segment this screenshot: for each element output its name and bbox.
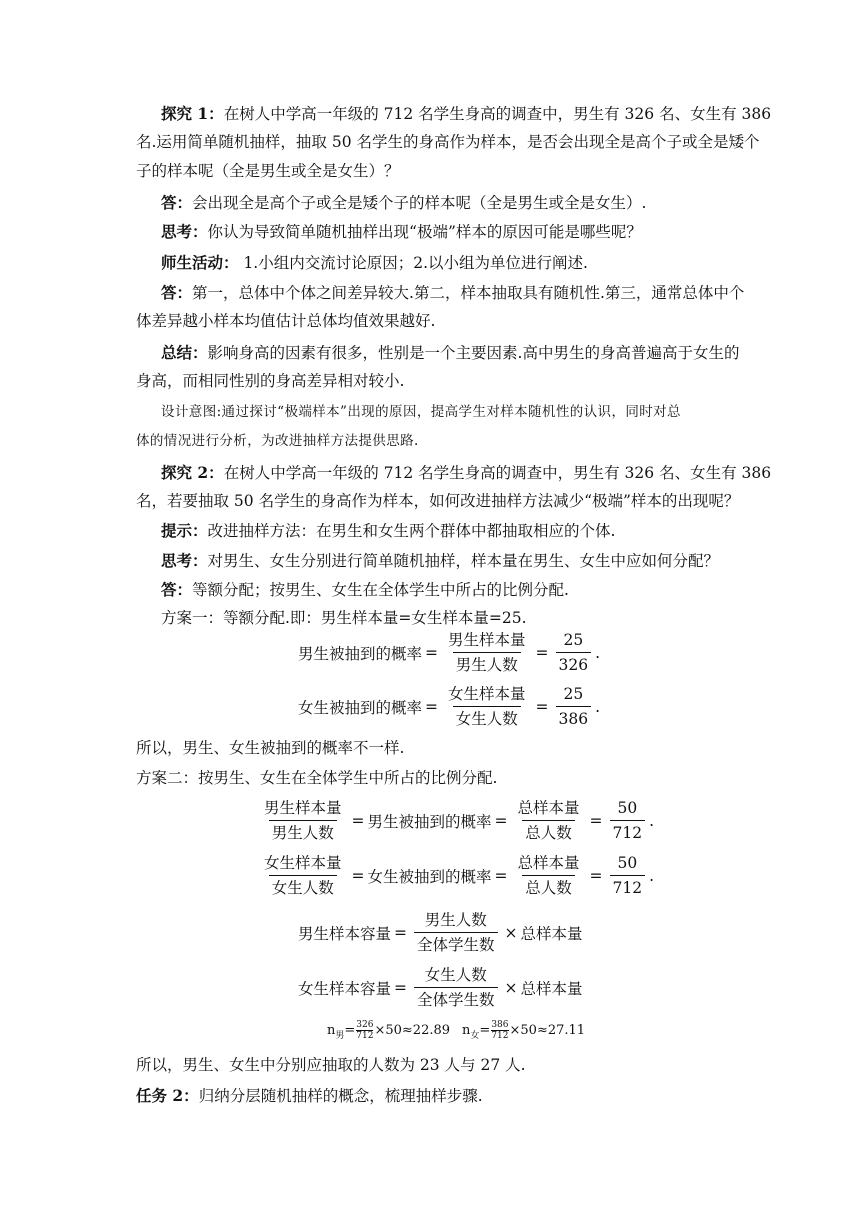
think2: 思考：对男生、女生分别进行简单随机抽样，样本量在男生、女生中应如何分配？	[161, 551, 720, 570]
fraction: $\frac{\text{总样本量}}{\text{总人数}}$	[517, 854, 580, 897]
explore1-line1: 探究 1：在树人中学高一年级的 712 名学生身高的调查中，男生有 326 名、女生有 386	[161, 104, 772, 123]
task2: 任务 2：归纳分层随机抽样的概念，梳理抽样步骤.	[136, 1086, 483, 1105]
equation-female-ratio: $\frac{\text{女生样本量}}{\text{女生人数}}$ = 女生被抽到的概率 = $\frac{\text{总样本量}}{\text{总人数}}$ = $\frac{50}{712}$ .	[257, 853, 654, 898]
fraction: $\frac{326}{712}$	[356, 1020, 374, 1041]
equation-female-sample-size: 女生样本容量 = $\frac{\text{女生人数}}{\text{全体学生数}}$ × 总样本量	[298, 966, 583, 1009]
fraction: $\frac{25}{386}$	[556, 684, 592, 729]
fraction: $\frac{50}{712}$	[610, 853, 646, 898]
fraction: $\frac{\text{女生人数}}{\text{全体学生数}}$	[414, 965, 498, 1010]
think1: 思考：你认为导致简单随机抽样出现“极端”样本的原因可能是哪些呢？	[161, 222, 642, 241]
summary-line2: 身高，而相同性别的身高差异相对较小.	[136, 372, 405, 390]
plan2: 方案二：按男生、女生在全体学生中所占的比例分配.	[136, 769, 498, 787]
fraction: $\frac{\text{女生样本量}}{\text{女生人数}}$	[448, 685, 526, 728]
design-intent-line2: 体的情况进行分析，为改进抽样方法提供思路.	[136, 433, 419, 449]
design-intent-line1: 设计意图:通过探讨“极端样本”出现的原因，提高学生对样本随机性的认识，同时对总	[161, 404, 681, 420]
answer3: 答：等额分配；按男生、女生在全体学生中所占的比例分配.	[161, 580, 569, 599]
equation-n-results: n 男 = $\frac{326}{712}$ ×50≈22.89 n 女 = $\frac{386}{712}$ ×50≈27.11	[327, 1020, 586, 1041]
fraction: $\frac{\text{男生人数}}{\text{全体学生数}}$	[414, 910, 498, 955]
equation-male-probability: 男生被抽到的概率 = $\frac{\text{男生样本量}}{\text{男生人数}}$ = $\frac{25}{326}$ .	[298, 631, 601, 674]
fraction: $\frac{\text{男生样本量}}{\text{男生人数}}$	[264, 799, 342, 842]
fraction: $\frac{25}{326}$	[556, 630, 592, 675]
answer1: 答：会出现全是高个子或全是矮个子的样本呢（全是男生或全是女生）.	[161, 193, 647, 212]
explore1-line3: 子的样本呢（全是男生或全是女生）？	[136, 162, 400, 180]
explore1-line2: 名.运用简单随机抽样，抽取 50 名学生的身高作为样本，是否会出现全是高个子或全是矮个	[136, 133, 760, 151]
fraction: $\frac{386}{712}$	[491, 1020, 509, 1041]
fraction: $\frac{\text{女生样本量}}{\text{女生人数}}$	[264, 854, 342, 897]
explore2-line2: 名，若要抽取 50 名学生的身高作为样本，如何改进抽样方法减少“极端”样本的出现呢？	[136, 492, 740, 510]
fraction: $\frac{\text{男生样本量}}{\text{男生人数}}$	[448, 631, 526, 674]
fraction: $\frac{\text{总样本量}}{\text{总人数}}$	[517, 799, 580, 842]
fraction: $\frac{50}{712}$	[610, 798, 646, 843]
answer2-line2: 体差异越小样本均值估计总体均值效果越好.	[136, 312, 436, 330]
teacher-student-activity: 师生活动： 1.小组内交流讨论原因；2.以小组为单位进行阐述.	[161, 253, 588, 272]
conclusion1: 所以，男生、女生被抽到的概率不一样.	[136, 739, 405, 757]
explore2-line1: 探究 2：在树人中学高一年级的 712 名学生身高的调查中，男生有 326 名、女生有 386	[161, 463, 772, 482]
explore1-label: 探究 1：	[161, 104, 224, 123]
equation-male-ratio: $\frac{\text{男生样本量}}{\text{男生人数}}$ = 男生被抽到的概率 = $\frac{\text{总样本量}}{\text{总人数}}$ = $\frac{50}{712}$ .	[257, 798, 654, 843]
hint: 提示：改进抽样方法：在男生和女生两个群体中都抽取相应的个体.	[161, 521, 616, 540]
conclusion2: 所以，男生、女生中分别应抽取的人数为 23 人与 27 人.	[136, 1056, 526, 1074]
summary-line1: 总结：影响身高的因素有很多，性别是一个主要因素.高中男生的身高普遍高于女生的	[161, 343, 740, 362]
plan1: 方案一：等额分配.即：男生样本量=女生样本量=25.	[161, 609, 527, 627]
equation-male-sample-size: 男生样本容量 = $\frac{\text{男生人数}}{\text{全体学生数}}$ × 总样本量	[298, 911, 583, 954]
equation-female-probability: 女生被抽到的概率 = $\frac{\text{女生样本量}}{\text{女生人数}}$ = $\frac{25}{386}$ .	[298, 685, 601, 728]
answer2-line1: 答：第一，总体中个体之间差异较大.第二，样本抽取具有随机性.第三，通常总体中个	[161, 283, 745, 302]
